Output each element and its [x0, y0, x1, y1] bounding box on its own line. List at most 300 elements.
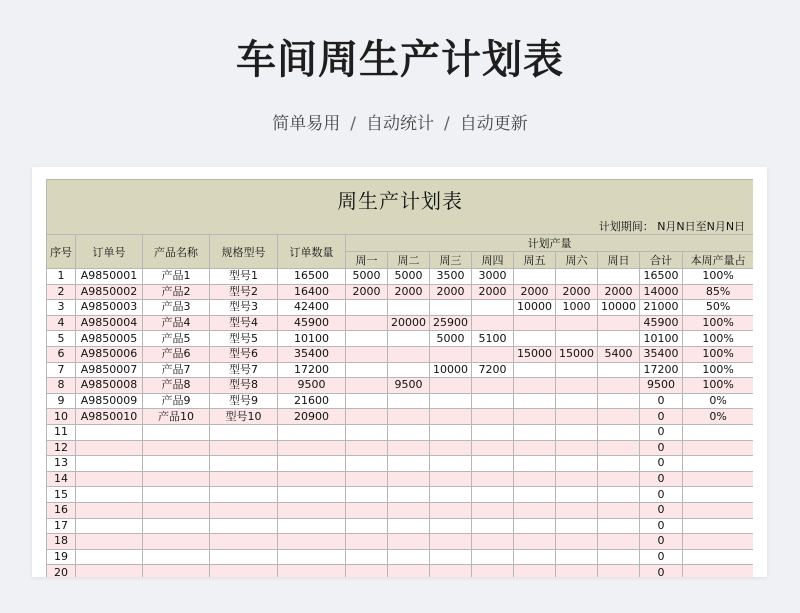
cell-day[interactable]: [556, 565, 598, 577]
cell-day[interactable]: [556, 424, 598, 440]
cell-ratio[interactable]: [683, 487, 754, 503]
cell-day[interactable]: [556, 456, 598, 472]
cell-day[interactable]: [598, 424, 640, 440]
cell-model[interactable]: 型号6: [210, 346, 278, 362]
cell-day[interactable]: [472, 471, 514, 487]
cell-ratio[interactable]: [683, 502, 754, 518]
cell-day[interactable]: [346, 409, 388, 425]
cell-model[interactable]: [210, 549, 278, 565]
cell-day[interactable]: [472, 487, 514, 503]
cell-day[interactable]: [556, 331, 598, 347]
cell-day[interactable]: [514, 487, 556, 503]
cell-day[interactable]: [514, 534, 556, 550]
cell-day[interactable]: [556, 518, 598, 534]
cell-day[interactable]: [598, 549, 640, 565]
cell-product[interactable]: [143, 502, 210, 518]
cell-day[interactable]: [388, 456, 430, 472]
cell-product[interactable]: [143, 534, 210, 550]
cell-day[interactable]: [514, 409, 556, 425]
feature-tags: [0, 112, 800, 136]
cell-day[interactable]: 2000: [388, 284, 430, 300]
cell-order-no[interactable]: A9850004: [76, 315, 143, 331]
cell-day[interactable]: [472, 456, 514, 472]
cell-day[interactable]: [598, 378, 640, 394]
cell-day[interactable]: [472, 409, 514, 425]
cell-day[interactable]: [556, 378, 598, 394]
cell-total[interactable]: 21000: [640, 300, 683, 316]
cell-day[interactable]: 2000: [472, 284, 514, 300]
cell-order-no[interactable]: [76, 549, 143, 565]
cell-ratio[interactable]: 100%: [683, 362, 754, 378]
cell-day[interactable]: 2000: [598, 284, 640, 300]
cell-day[interactable]: [388, 409, 430, 425]
cell-ratio[interactable]: [683, 518, 754, 534]
cell-seq[interactable]: 8: [47, 378, 76, 394]
table-row: [47, 440, 754, 456]
cell-total[interactable]: 17200: [640, 362, 683, 378]
cell-product[interactable]: 产品4: [143, 315, 210, 331]
cell-day[interactable]: [556, 409, 598, 425]
cell-day[interactable]: 10000: [430, 362, 472, 378]
cell-day[interactable]: 15000: [556, 346, 598, 362]
cell-total[interactable]: 0: [640, 534, 683, 550]
cell-day[interactable]: [430, 440, 472, 456]
cell-day[interactable]: [430, 393, 472, 409]
cell-day[interactable]: [430, 300, 472, 316]
cell-day[interactable]: 7200: [472, 362, 514, 378]
cell-seq[interactable]: 11: [47, 424, 76, 440]
cell-day[interactable]: [514, 315, 556, 331]
cell-day[interactable]: [514, 378, 556, 394]
cell-model[interactable]: [210, 534, 278, 550]
cell-order-no[interactable]: [76, 518, 143, 534]
cell-day[interactable]: [388, 424, 430, 440]
table-row: [47, 487, 754, 503]
cell-day[interactable]: [472, 315, 514, 331]
cell-model[interactable]: [210, 471, 278, 487]
cell-model[interactable]: 型号4: [210, 315, 278, 331]
cell-qty[interactable]: 16500: [278, 269, 346, 285]
cell-day[interactable]: [346, 300, 388, 316]
cell-day[interactable]: [388, 565, 430, 577]
cell-ratio[interactable]: 100%: [683, 346, 754, 362]
cell-day[interactable]: 3000: [472, 269, 514, 285]
cell-seq[interactable]: 2: [47, 284, 76, 300]
cell-day[interactable]: [556, 440, 598, 456]
cell-day[interactable]: 5000: [346, 269, 388, 285]
cell-day[interactable]: [514, 565, 556, 577]
cell-day[interactable]: 9500: [388, 378, 430, 394]
cell-model[interactable]: [210, 518, 278, 534]
cell-day[interactable]: 2000: [556, 284, 598, 300]
cell-ratio[interactable]: 100%: [683, 269, 754, 285]
cell-qty[interactable]: 10100: [278, 331, 346, 347]
cell-day[interactable]: [472, 424, 514, 440]
cell-seq[interactable]: 6: [47, 346, 76, 362]
cell-day[interactable]: [388, 393, 430, 409]
cell-day[interactable]: [346, 440, 388, 456]
cell-day[interactable]: [472, 549, 514, 565]
cell-day[interactable]: [430, 456, 472, 472]
cell-seq[interactable]: 9: [47, 393, 76, 409]
cell-day[interactable]: [556, 471, 598, 487]
cell-day[interactable]: [598, 502, 640, 518]
cell-order-no[interactable]: A9850009: [76, 393, 143, 409]
col-header-day: 周日: [598, 252, 640, 269]
cell-qty[interactable]: [278, 549, 346, 565]
cell-day[interactable]: [598, 518, 640, 534]
cell-day[interactable]: 2000: [346, 284, 388, 300]
cell-day[interactable]: [346, 346, 388, 362]
cell-product[interactable]: [143, 487, 210, 503]
cell-seq[interactable]: 16: [47, 502, 76, 518]
table-row: [47, 409, 754, 425]
cell-seq[interactable]: 14: [47, 471, 76, 487]
cell-total[interactable]: 0: [640, 487, 683, 503]
cell-day[interactable]: [430, 424, 472, 440]
cell-model[interactable]: [210, 440, 278, 456]
cell-day[interactable]: [598, 269, 640, 285]
cell-day[interactable]: [388, 440, 430, 456]
cell-qty[interactable]: 21600: [278, 393, 346, 409]
cell-day[interactable]: [472, 346, 514, 362]
cell-day[interactable]: [472, 518, 514, 534]
cell-day[interactable]: [472, 300, 514, 316]
cell-model[interactable]: [210, 487, 278, 503]
cell-day[interactable]: [472, 440, 514, 456]
cell-day[interactable]: [430, 471, 472, 487]
cell-qty[interactable]: 45900: [278, 315, 346, 331]
cell-product[interactable]: [143, 549, 210, 565]
cell-day[interactable]: 2000: [430, 284, 472, 300]
cell-total[interactable]: 0: [640, 471, 683, 487]
cell-qty[interactable]: [278, 565, 346, 577]
col-header-product: 产品名称: [143, 235, 210, 269]
cell-order-no[interactable]: [76, 502, 143, 518]
cell-day[interactable]: [346, 502, 388, 518]
cell-day[interactable]: [514, 440, 556, 456]
cell-day[interactable]: [388, 362, 430, 378]
cell-day[interactable]: [346, 362, 388, 378]
cell-day[interactable]: [556, 393, 598, 409]
cell-seq[interactable]: 10: [47, 409, 76, 425]
cell-total[interactable]: 0: [640, 409, 683, 425]
cell-day[interactable]: [388, 487, 430, 503]
cell-day[interactable]: [430, 487, 472, 503]
cell-model[interactable]: [210, 456, 278, 472]
cell-total[interactable]: 0: [640, 456, 683, 472]
cell-seq[interactable]: 13: [47, 456, 76, 472]
cell-ratio[interactable]: 100%: [683, 331, 754, 347]
cell-product[interactable]: [143, 518, 210, 534]
cell-day[interactable]: [388, 346, 430, 362]
cell-day[interactable]: 20000: [388, 315, 430, 331]
cell-order-no[interactable]: A9850008: [76, 378, 143, 394]
cell-product[interactable]: [143, 471, 210, 487]
cell-day[interactable]: [346, 424, 388, 440]
cell-day[interactable]: [388, 518, 430, 534]
cell-day[interactable]: [598, 487, 640, 503]
cell-day[interactable]: [598, 393, 640, 409]
cell-qty[interactable]: 20900: [278, 409, 346, 425]
cell-product[interactable]: 产品6: [143, 346, 210, 362]
cell-qty[interactable]: 42400: [278, 300, 346, 316]
cell-product[interactable]: 产品5: [143, 331, 210, 347]
table-row: [47, 534, 754, 550]
cell-day[interactable]: [514, 362, 556, 378]
cell-day[interactable]: [514, 471, 556, 487]
cell-order-no[interactable]: A9850005: [76, 331, 143, 347]
cell-qty[interactable]: 35400: [278, 346, 346, 362]
cell-model[interactable]: 型号2: [210, 284, 278, 300]
cell-day[interactable]: [346, 518, 388, 534]
cell-qty[interactable]: [278, 471, 346, 487]
plan-period: 计划期间： N月N日至N月N日: [47, 218, 754, 235]
cell-day[interactable]: [388, 300, 430, 316]
cell-day[interactable]: 5100: [472, 331, 514, 347]
cell-day[interactable]: [598, 456, 640, 472]
cell-day[interactable]: 25900: [430, 315, 472, 331]
cell-order-no[interactable]: A9850003: [76, 300, 143, 316]
cell-ratio[interactable]: [683, 549, 754, 565]
cell-day[interactable]: [346, 534, 388, 550]
cell-ratio[interactable]: [683, 424, 754, 440]
cell-day[interactable]: [598, 409, 640, 425]
cell-day[interactable]: [346, 393, 388, 409]
cell-day[interactable]: [514, 331, 556, 347]
cell-day[interactable]: [556, 362, 598, 378]
cell-day[interactable]: [472, 378, 514, 394]
cell-product[interactable]: 产品8: [143, 378, 210, 394]
cell-total[interactable]: 35400: [640, 346, 683, 362]
cell-day[interactable]: [346, 456, 388, 472]
cell-day[interactable]: [388, 471, 430, 487]
col-header-plan: 计划产量: [346, 235, 754, 252]
cell-day[interactable]: 5000: [388, 269, 430, 285]
cell-ratio[interactable]: 0%: [683, 409, 754, 425]
spreadsheet-card: [32, 167, 767, 577]
cell-day[interactable]: [598, 471, 640, 487]
cell-model[interactable]: 型号8: [210, 378, 278, 394]
cell-day[interactable]: 5000: [430, 331, 472, 347]
cell-ratio[interactable]: [683, 565, 754, 577]
cell-qty[interactable]: 16400: [278, 284, 346, 300]
cell-model[interactable]: 型号5: [210, 331, 278, 347]
cell-total[interactable]: 9500: [640, 378, 683, 394]
cell-total[interactable]: 0: [640, 440, 683, 456]
cell-day[interactable]: [556, 315, 598, 331]
cell-ratio[interactable]: 100%: [683, 315, 754, 331]
cell-day[interactable]: [514, 456, 556, 472]
cell-total[interactable]: 16500: [640, 269, 683, 285]
cell-seq[interactable]: 18: [47, 534, 76, 550]
cell-day[interactable]: [430, 346, 472, 362]
cell-seq[interactable]: 4: [47, 315, 76, 331]
cell-total[interactable]: 14000: [640, 284, 683, 300]
cell-seq[interactable]: 1: [47, 269, 76, 285]
cell-day[interactable]: 10000: [598, 300, 640, 316]
table-row: [47, 362, 754, 378]
cell-day[interactable]: 1000: [556, 300, 598, 316]
cell-day[interactable]: [346, 378, 388, 394]
cell-order-no[interactable]: [76, 471, 143, 487]
cell-day[interactable]: 3500: [430, 269, 472, 285]
cell-product[interactable]: [143, 440, 210, 456]
cell-day[interactable]: 10000: [514, 300, 556, 316]
cell-order-no[interactable]: [76, 456, 143, 472]
cell-seq[interactable]: 19: [47, 549, 76, 565]
cell-day[interactable]: [430, 378, 472, 394]
cell-product[interactable]: 产品9: [143, 393, 210, 409]
cell-day[interactable]: [430, 409, 472, 425]
cell-day[interactable]: [556, 502, 598, 518]
cell-order-no[interactable]: A9850010: [76, 409, 143, 425]
cell-day[interactable]: [388, 502, 430, 518]
cell-model[interactable]: [210, 424, 278, 440]
cell-order-no[interactable]: [76, 487, 143, 503]
cell-day[interactable]: [346, 549, 388, 565]
cell-seq[interactable]: 15: [47, 487, 76, 503]
cell-ratio[interactable]: 0%: [683, 393, 754, 409]
cell-ratio[interactable]: [683, 471, 754, 487]
cell-order-no[interactable]: [76, 440, 143, 456]
cell-model[interactable]: [210, 565, 278, 577]
cell-day[interactable]: [430, 565, 472, 577]
cell-order-no[interactable]: A9850007: [76, 362, 143, 378]
cell-ratio[interactable]: 50%: [683, 300, 754, 316]
cell-day[interactable]: [598, 534, 640, 550]
col-header-qty: 订单数量: [278, 235, 346, 269]
cell-day[interactable]: [514, 269, 556, 285]
cell-qty[interactable]: [278, 518, 346, 534]
table-row: [47, 378, 754, 394]
cell-day[interactable]: [472, 502, 514, 518]
cell-day[interactable]: [514, 502, 556, 518]
cell-total[interactable]: 45900: [640, 315, 683, 331]
cell-model[interactable]: 型号1: [210, 269, 278, 285]
cell-ratio[interactable]: [683, 440, 754, 456]
cell-seq[interactable]: 17: [47, 518, 76, 534]
cell-total[interactable]: 0: [640, 424, 683, 440]
cell-seq[interactable]: 3: [47, 300, 76, 316]
cell-day[interactable]: [514, 393, 556, 409]
cell-order-no[interactable]: A9850001: [76, 269, 143, 285]
cell-day[interactable]: [430, 534, 472, 550]
cell-total[interactable]: 0: [640, 565, 683, 577]
cell-day[interactable]: [388, 331, 430, 347]
cell-product[interactable]: [143, 565, 210, 577]
cell-product[interactable]: 产品7: [143, 362, 210, 378]
col-header-day: 周二: [388, 252, 430, 269]
cell-day[interactable]: [556, 549, 598, 565]
cell-product[interactable]: 产品2: [143, 284, 210, 300]
cell-order-no[interactable]: A9850006: [76, 346, 143, 362]
cell-day[interactable]: [598, 565, 640, 577]
cell-day[interactable]: [430, 518, 472, 534]
cell-ratio[interactable]: 100%: [683, 378, 754, 394]
cell-day[interactable]: [472, 534, 514, 550]
cell-total[interactable]: 0: [640, 502, 683, 518]
cell-qty[interactable]: [278, 502, 346, 518]
cell-model[interactable]: [210, 502, 278, 518]
cell-day[interactable]: [346, 471, 388, 487]
cell-day[interactable]: [556, 534, 598, 550]
cell-day[interactable]: [388, 534, 430, 550]
cell-product[interactable]: [143, 456, 210, 472]
cell-total[interactable]: 0: [640, 393, 683, 409]
cell-model[interactable]: 型号3: [210, 300, 278, 316]
cell-total[interactable]: 0: [640, 549, 683, 565]
cell-qty[interactable]: 17200: [278, 362, 346, 378]
cell-order-no[interactable]: A9850002: [76, 284, 143, 300]
cell-day[interactable]: [430, 502, 472, 518]
cell-product[interactable]: 产品10: [143, 409, 210, 425]
cell-total[interactable]: 10100: [640, 331, 683, 347]
cell-day[interactable]: [388, 549, 430, 565]
cell-day[interactable]: [556, 269, 598, 285]
cell-day[interactable]: [514, 424, 556, 440]
cell-ratio[interactable]: 85%: [683, 284, 754, 300]
cell-day[interactable]: [472, 565, 514, 577]
cell-order-no[interactable]: [76, 565, 143, 577]
tag-separator: /: [350, 114, 356, 134]
cell-day[interactable]: [598, 315, 640, 331]
cell-seq[interactable]: 12: [47, 440, 76, 456]
cell-product[interactable]: 产品1: [143, 269, 210, 285]
cell-model[interactable]: 型号10: [210, 409, 278, 425]
cell-model[interactable]: 型号9: [210, 393, 278, 409]
cell-day[interactable]: 2000: [514, 284, 556, 300]
cell-qty[interactable]: 9500: [278, 378, 346, 394]
cell-day[interactable]: [514, 518, 556, 534]
cell-day[interactable]: [556, 487, 598, 503]
cell-day[interactable]: [472, 393, 514, 409]
cell-day[interactable]: 5400: [598, 346, 640, 362]
cell-qty[interactable]: [278, 440, 346, 456]
cell-day[interactable]: [346, 331, 388, 347]
cell-day[interactable]: [346, 487, 388, 503]
cell-day[interactable]: [346, 565, 388, 577]
cell-day[interactable]: [514, 549, 556, 565]
cell-day[interactable]: [430, 549, 472, 565]
cell-ratio[interactable]: [683, 456, 754, 472]
page-title: 车间周生产计划表: [236, 37, 564, 83]
cell-model[interactable]: 型号7: [210, 362, 278, 378]
table-row: [47, 502, 754, 518]
cell-day[interactable]: [346, 315, 388, 331]
cell-qty[interactable]: [278, 456, 346, 472]
table-row: [47, 269, 754, 285]
cell-seq[interactable]: 5: [47, 331, 76, 347]
cell-day[interactable]: [598, 331, 640, 347]
cell-day[interactable]: [598, 362, 640, 378]
cell-product[interactable]: 产品3: [143, 300, 210, 316]
cell-qty[interactable]: [278, 487, 346, 503]
cell-total[interactable]: 0: [640, 518, 683, 534]
cell-qty[interactable]: [278, 424, 346, 440]
cell-day[interactable]: 15000: [514, 346, 556, 362]
cell-product[interactable]: [143, 424, 210, 440]
cell-seq[interactable]: 20: [47, 565, 76, 577]
col-header-day: 周三: [430, 252, 472, 269]
cell-ratio[interactable]: [683, 534, 754, 550]
cell-order-no[interactable]: [76, 424, 143, 440]
table-row: [47, 284, 754, 300]
cell-day[interactable]: [598, 440, 640, 456]
cell-order-no[interactable]: [76, 534, 143, 550]
cell-qty[interactable]: [278, 534, 346, 550]
cell-seq[interactable]: 7: [47, 362, 76, 378]
